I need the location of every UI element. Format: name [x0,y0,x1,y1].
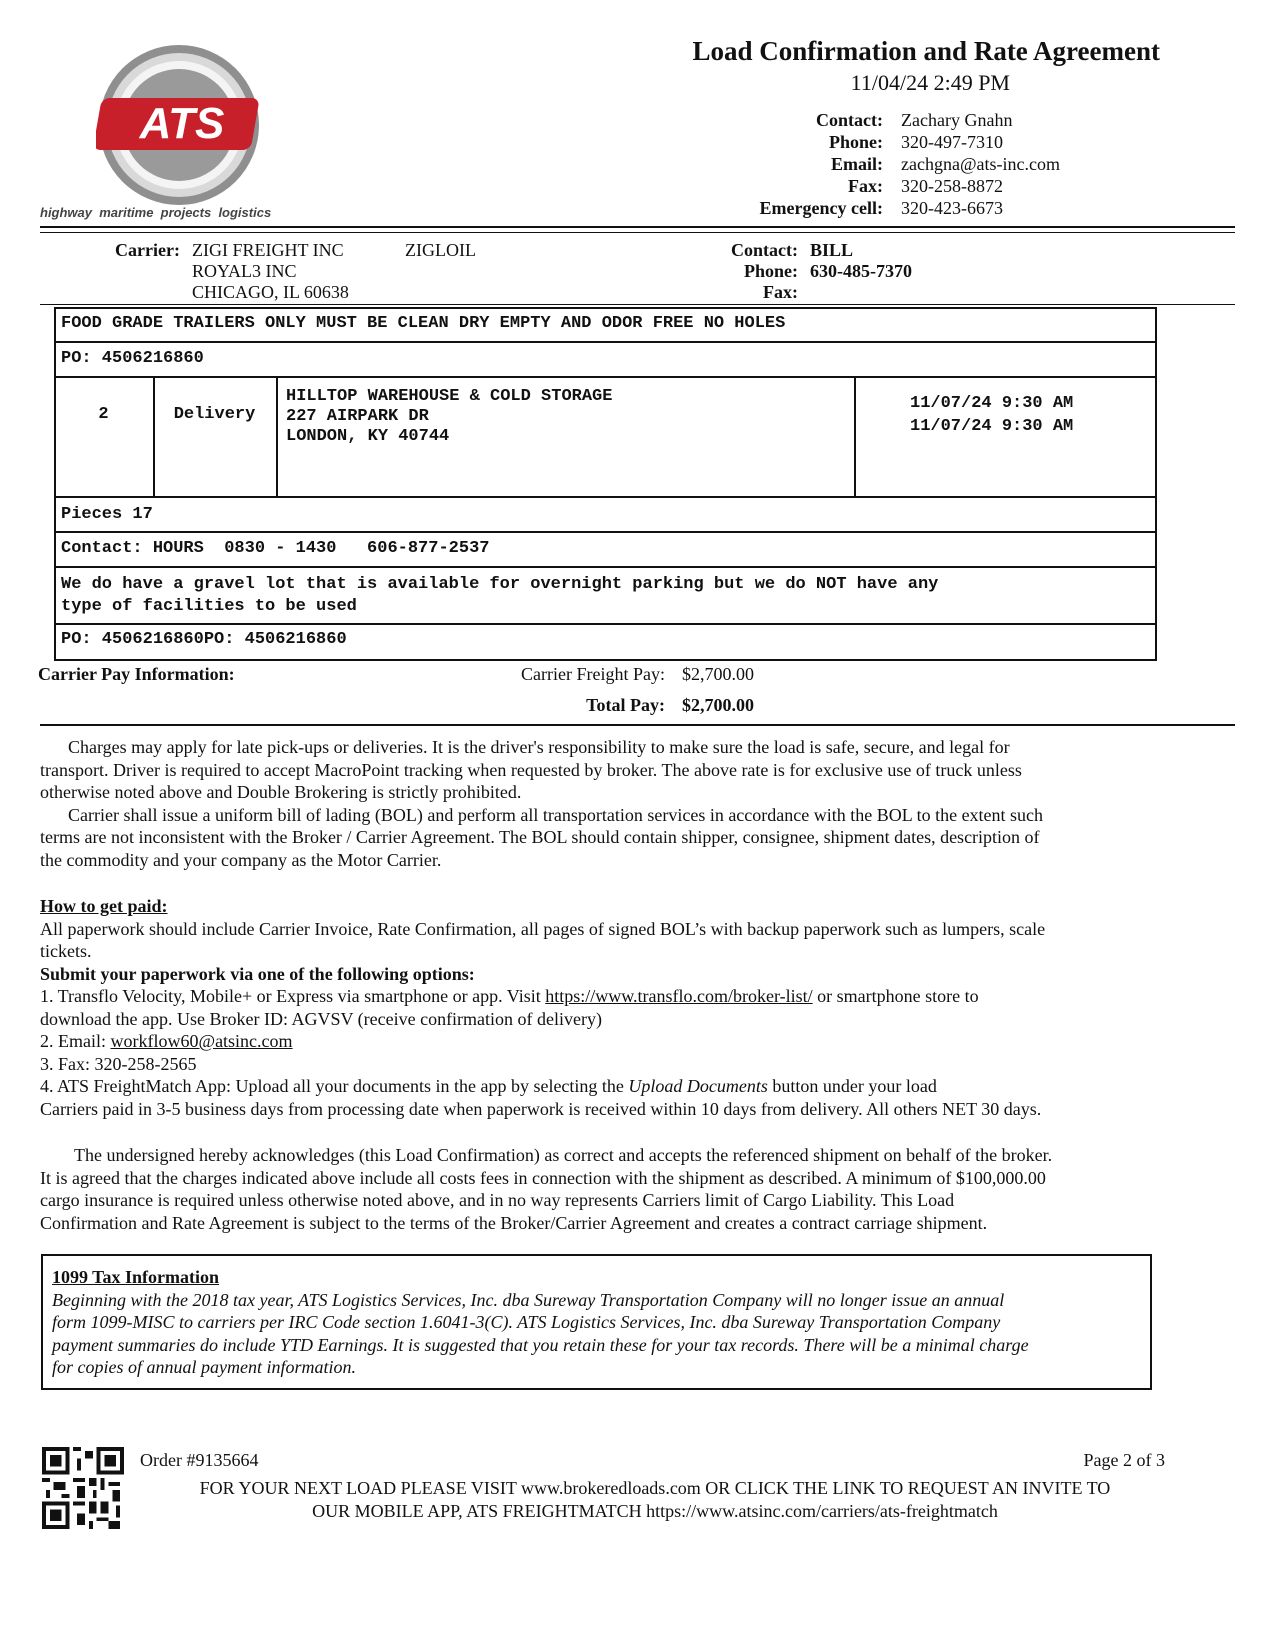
trailer-note: FOOD GRADE TRAILERS ONLY MUST BE CLEAN DRY EMPTY AND ODOR FREE NO HOLES [61,314,786,333]
terms-line: the commodity and your company as the Motor Carrier. [40,849,442,870]
parking-note-line2: type of facilities to be used [61,597,357,616]
col-divider [276,376,278,496]
tax-line: for copies of annual payment information. [52,1357,356,1377]
paid-line: tickets. [40,941,92,961]
option-text: 1. Transflo Velocity, Mobile+ or Express via smartphone or app. Visit [40,986,546,1006]
row-divider [54,566,1157,568]
option-transflo [40,985,1235,1008]
document-datetime: 11/04/24 2:49 PM [850,70,1010,95]
option-text: 4. ATS FreightMatch App: Upload all your documents in the app by selecting the [40,1076,629,1096]
tax-line: payment summaries do include YTD Earnings. It is suggested that you retain these for your tax records. There will be a minimal charge [52,1334,1029,1355]
footer-line: OUR MOBILE APP, ATS FREIGHTMATCH https://www.atsinc.com/carriers/ats-freightmatch [312,1501,998,1521]
stop-number: 2 [98,405,109,424]
stop-address-line1: HILLTOP WAREHOUSE & COLD STORAGE [286,387,613,406]
freight-pay-label: Carrier Freight Pay: [521,664,665,684]
transflo-link[interactable]: https://www.transflo.com/broker-list/ [545,986,813,1006]
terms-line: terms are not inconsistent with the Broker / Carrier Agreement. The BOL should contain shipper, consignee, shipment dates, description of [40,827,1040,847]
logo-brand: ATS [139,99,225,148]
po-number: PO: 4506216860 [61,349,204,368]
total-pay-label: Total Pay: [586,695,665,715]
emergency-cell-label: Emergency cell: [759,198,883,218]
row-divider [54,623,1157,625]
email-value[interactable]: zachgna@ats-inc.com [901,154,1061,174]
stop-type: Delivery [173,405,256,424]
tax-line: Beginning with the 2018 tax year, ATS Logistics Services, Inc. dba Sureway Transportation Company will no longer issue an annual [52,1289,1005,1310]
parking-note-line1: We do have a gravel lot that is available for overnight parking but we do NOT have any [61,575,939,594]
tax-info-content [52,1266,1147,1379]
terms-line: transport. Driver is required to accept MacroPoint tracking when requested by broker. The above rate is for exclusive use of truck unless [40,759,1022,780]
contact-value: Zachary Gnahn [901,110,1013,130]
row-divider [54,341,1157,343]
how-to-get-paid-heading: How to get paid: [40,896,168,916]
footer-notice [140,1477,1170,1523]
option-text: button under your load [767,1076,937,1096]
col-divider [153,376,155,496]
stop-address-line2: 227 AIRPARK DR [286,407,429,426]
phone-label: Phone: [829,132,883,152]
fax-value: 320-258-8872 [901,176,1003,196]
stop-contact: Contact: HOURS 0830 - 1430 606-877-2537 [61,539,490,558]
email-label: Email: [831,154,883,174]
document-title: Load Confirmation and Rate Agreement [692,36,1160,66]
terms-block [40,736,1235,871]
footer-line: FOR YOUR NEXT LOAD PLEASE VISIT www.brokeredloads.com OR CLICK THE LINK TO REQUEST AN INVITE TO [199,1478,1111,1498]
carrier-phone-value: 630-485-7370 [810,261,912,281]
carrier-contact-label: Contact: [731,240,798,260]
carriers-paid-line: Carriers paid in 3-5 business days from processing date when paperwork is received within 10 days from delivery. All others NET 30 days. [40,1098,1042,1119]
stop-date-end: 11/07/24 9:30 AM [910,417,1074,436]
order-number: Order #9135664 [140,1450,259,1470]
option-fax: 3. Fax: 320-258-2565 [40,1053,197,1074]
terms-line: otherwise noted above and Double Brokering is strictly prohibited. [40,782,522,802]
payment-instructions [40,895,1235,1120]
upload-documents-text: Upload Documents [628,1076,768,1096]
carrier-fax-label: Fax: [763,282,798,302]
row-divider [54,496,1157,498]
option-text: 2. Email: [40,1031,111,1051]
submit-heading: Submit your paperwork via one of the following options: [40,963,475,984]
tax-line: form 1099-MISC to carriers per IRC Code section 1.6041-3(C). ATS Logistics Services, Inc. dba Sureway Transportation Company [52,1312,1001,1332]
po-number-repeat: PO: 4506216860PO: 4506216860 [61,630,347,649]
carrier-code: ZIGLOIL [405,240,476,260]
ack-line: The undersigned hereby acknowledges (this Load Confirmation) as correct and accepts the referenced shipment on behalf of the broker. [74,1145,1053,1165]
ats-logo [96,40,262,210]
divider [40,724,1235,726]
acknowledgement-block [40,1144,1235,1234]
stop-address-line3: LONDON, KY 40744 [286,427,450,446]
broker-contact-block [640,110,1200,220]
divider [40,226,1235,228]
tax-heading: 1099 Tax Information [52,1267,220,1287]
ack-line: cargo insurance is required unless otherwise noted above, and in no way represents Carriers limit of Cargo Liability. This Load [40,1190,955,1210]
carrier-phone-label: Phone: [744,261,798,281]
option-text: or smartphone store to [812,986,979,1006]
freight-pay-value: $2,700.00 [682,664,754,684]
paid-line: All paperwork should include Carrier Invoice, Rate Confirmation, all pages of signed BOL’s with backup paperwork such as lumpers, scale [40,918,1046,939]
logo-tagline: highway maritime projects logistics [40,205,272,220]
phone-value: 320-497-7310 [901,132,1003,152]
carrier-pay-label: Carrier Pay Information: [38,664,235,684]
option-email [40,1030,1235,1053]
carrier-label: Carrier: [115,240,180,260]
carrier-line3: CHICAGO, IL 60638 [192,282,349,302]
pieces: Pieces 17 [61,505,153,524]
qr-code-icon[interactable] [42,1447,124,1529]
carrier-name: ZIGI FREIGHT INC [192,240,344,260]
ack-line: Confirmation and Rate Agreement is subject to the terms of the Broker/Carrier Agreement and creates a contract carriage shipment. [40,1212,988,1233]
ack-line: It is agreed that the charges indicated above include all costs fees in connection with the shipment as described. A minimum of $100,000.00 [40,1167,1046,1188]
email-link[interactable]: workflow60@atsinc.com [110,1031,293,1051]
fax-label: Fax: [848,176,883,196]
emergency-cell-value: 320-423-6673 [901,198,1003,218]
row-divider [54,376,1157,378]
contact-label: Contact: [816,110,883,130]
divider [40,232,1235,233]
carrier-line2: ROYAL3 INC [192,261,297,281]
stop-date-start: 11/07/24 9:30 AM [910,394,1074,413]
terms-line: Carrier shall issue a uniform bill of lading (BOL) and perform all transportation services in accordance with the BOL to the extent such [68,804,1044,825]
option-app [40,1075,1235,1098]
option-line: download the app. Use Broker ID: AGVSV (receive confirmation of delivery) [40,1008,603,1029]
row-divider [54,531,1157,533]
page-number: Page 2 of 3 [1083,1450,1165,1470]
terms-line: Charges may apply for late pick-ups or deliveries. It is the driver's responsibility to make sure the load is safe, secure, and legal for [68,737,1010,757]
total-pay-value: $2,700.00 [682,695,754,715]
col-divider [854,376,856,496]
carrier-contact-value: BILL [810,240,854,260]
divider [40,304,1235,305]
